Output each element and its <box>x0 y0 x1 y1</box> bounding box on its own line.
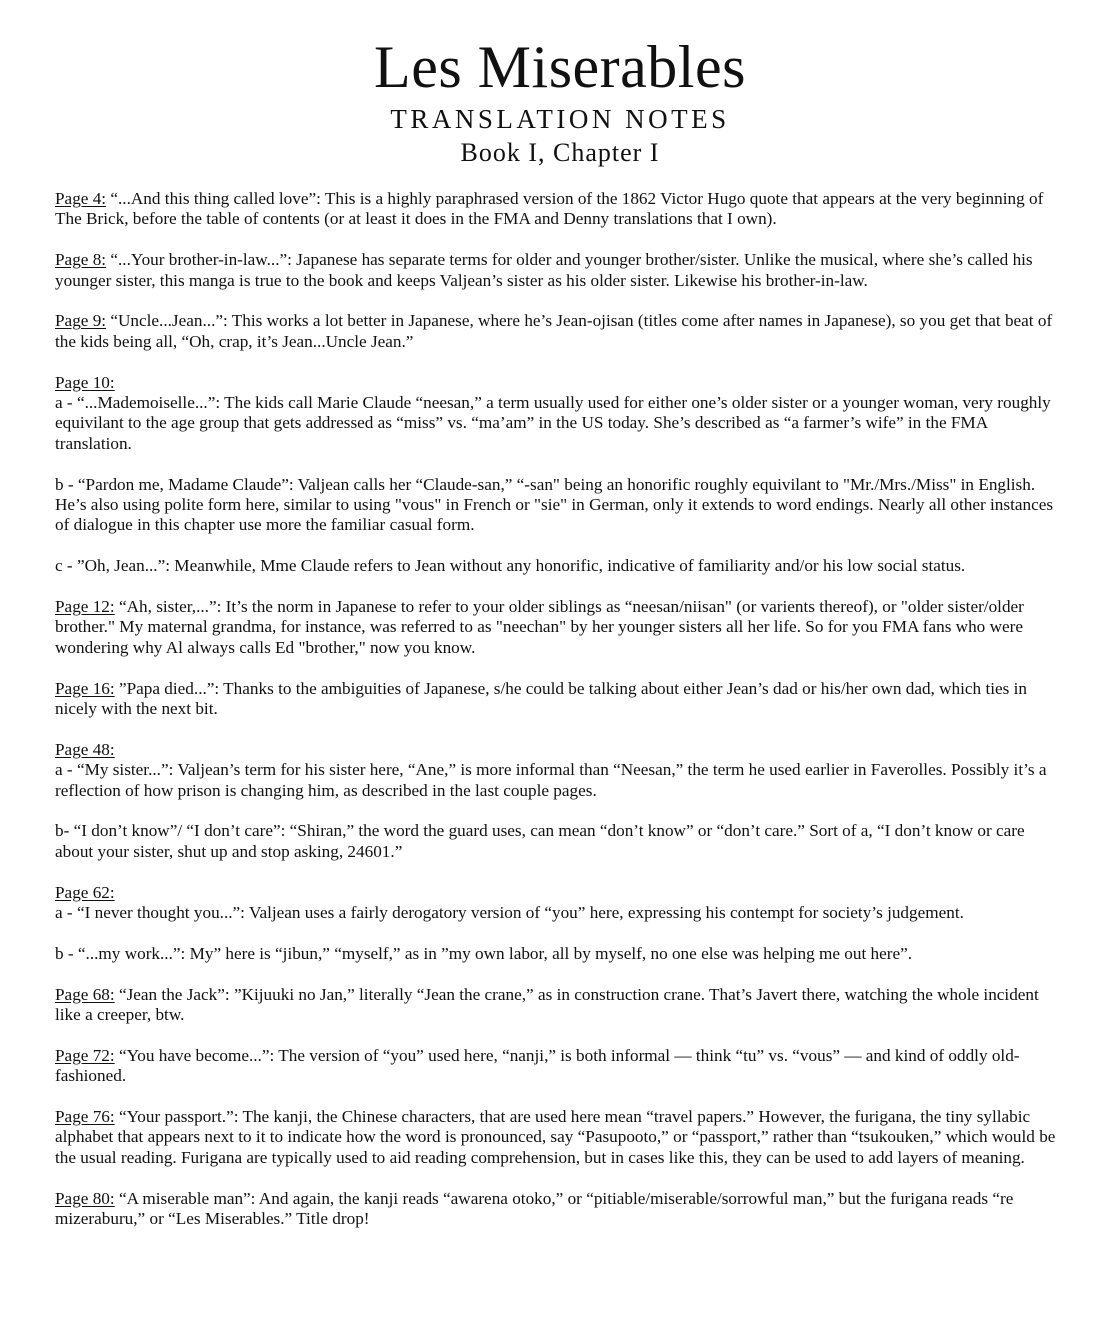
note-text: “Jean the Jack”: ”Kijuuki no Jan,” literally “Jean the crane,” as in construction crane. That’s Javert there, watching the whole incident like a creeper, btw. <box>55 984 1039 1025</box>
note-text: “...And this thing called love”: This is a highly paraphrased version of the 1862 Victor Hugo quote that appears at the very beginning of The Brick, before the table of contents (or at least it does in the FMA and Denny translations that I own). <box>55 189 1044 229</box>
note-paragraph <box>55 311 1067 352</box>
note-paragraph <box>55 250 1067 291</box>
page-reference: Page 72: <box>55 1045 115 1065</box>
note-text: b - “...my work...”: My” here is “jibun,” “myself,” as in ”my own labor, all by myself, no one else was helping me out here”. <box>55 943 913 963</box>
note-paragraph <box>55 821 1067 862</box>
note-text: “...Your brother-in-law...”: Japanese has separate terms for older and younger brother/sister. Unlike the musical, where she’s called his younger sister, this manga is true to the book and keeps Valjean’s sister as his older sister. Likewise his brother-in-law. <box>55 250 1033 290</box>
page-reference: Page 16: <box>55 678 115 698</box>
note-text: “Your passport.”: The kanji, the Chinese characters, that are used here mean “travel papers.” However, the furigana, the tiny syllabic alphabet that appears next to it to indicate how the word is pronounced, say “Pasupooto,” or “passport,” rather than “tsukouken,” which would be the usual reading. Furigana are typically used to aid reading comprehension, but in cases like this, they can be used to add layers of meaning. <box>55 1107 1056 1167</box>
document-header <box>0 0 1120 168</box>
note-paragraph <box>55 944 1067 964</box>
note-paragraph <box>55 597 1067 658</box>
note-text: ”Papa died...”: Thanks to the ambiguities of Japanese, s/he could be talking about either Jean’s dad or his/her own dad, which ties in nicely with the next bit. <box>55 678 1027 719</box>
note-paragraph <box>55 883 1067 924</box>
note-text: c - ”Oh, Jean...”: Meanwhile, Mme Claude refers to Jean without any honorific, indicative of familiarity and/or his low social status. <box>55 556 966 576</box>
note-text: a - “I never thought you...”: Valjean uses a fairly derogatory version of “you” here, expressing his contempt for society’s judgement. <box>55 903 964 923</box>
page-reference: Page 12: <box>55 597 115 617</box>
note-paragraph <box>55 679 1067 720</box>
note-paragraph <box>55 985 1067 1026</box>
page-reference: Page 80: <box>55 1188 115 1208</box>
note-text: b - “Pardon me, Madame Claude”: Valjean calls her “Claude-san,” “-san" being an honorific roughly equivilant to "Mr./Mrs./Miss" in English. He’s also using polite form here, similar to using "vous" in French or "sie" in German, only it extends to word endings. Nearly all other instances of dialogue in this chapter use more the familiar casual form. <box>55 474 1054 535</box>
chapter-heading: Book I, Chapter I <box>460 138 660 167</box>
page-reference: Page 68: <box>55 984 115 1004</box>
note-paragraph <box>55 475 1067 536</box>
note-text: a - “My sister...”: Valjean’s term for his sister here, “Ane,” is more informal than “Neesan,” the term he used earlier in Faverolles. Possibly it’s a reflection of how prison is changing him, as described in the last couple pages. <box>55 760 1047 800</box>
note-paragraph <box>55 1046 1067 1087</box>
note-paragraph <box>55 189 1067 230</box>
note-paragraph <box>55 556 1067 576</box>
note-paragraph <box>55 1189 1067 1230</box>
note-paragraph <box>55 1107 1067 1168</box>
note-paragraph <box>55 740 1067 801</box>
page-reference: Page 9: <box>55 311 107 331</box>
translation-notes <box>55 189 1067 1250</box>
document-title: Les Miserables <box>374 34 746 100</box>
note-text: “Ah, sister,...”: It’s the norm in Japanese to refer to your older siblings as “neesan/niisan" (or varients thereof), or "older sister/older brother." My maternal grandma, for instance, was referred to as "neechan" by her younger sisters all her life. So for you FMA fans who were wondering why Al always calls Ed "brother," now you know. <box>55 597 1024 657</box>
page-reference: Page 76: <box>55 1107 115 1127</box>
note-text: “A miserable man”: And again, the kanji reads “awarena otoko,” or “pitiable/miserable/sorrowful man,” but the furigana reads “re mizeraburu,” or “Les Miserables.” Title drop! <box>55 1188 1014 1229</box>
note-text: “Uncle...Jean...”: This works a lot better in Japanese, where he’s Jean-ojisan (titles come after names in Japanese), so you get that beat of the kids being all, “Oh, crap, it’s Jean...Uncle Jean.” <box>55 311 1053 351</box>
note-text: b- “I don’t know”/ “I don’t care”: “Shiran,” the word the guard uses, can mean “don’t know” or “don’t care.” Sort of a, “I don’t know or care about your sister, shut up and stop asking, 24601.” <box>55 821 1025 861</box>
note-text: “You have become...”: The version of “you” used here, “nanji,” is both informal — think “tu” vs. “vous” — and kind of oddly old-fashioned. <box>55 1045 1020 1086</box>
page-reference: Page 48: <box>55 739 115 759</box>
document-subtitle: TRANSLATION NOTES <box>390 104 730 134</box>
note-paragraph <box>55 373 1067 455</box>
page-reference: Page 8: <box>55 250 107 270</box>
page-reference: Page 4: <box>55 189 107 208</box>
page-reference: Page 62: <box>55 882 115 902</box>
page-reference: Page 10: <box>55 372 115 392</box>
note-text: a - “...Mademoiselle...”: The kids call Marie Claude “neesan,” a term usually used for either one’s older sister or a younger woman, very roughly equivilant to the age group that gets addressed as “miss” vs. “ma’am” in the US today. She’s described as “a farmer’s wife” in the FMA translation. <box>55 393 1051 453</box>
